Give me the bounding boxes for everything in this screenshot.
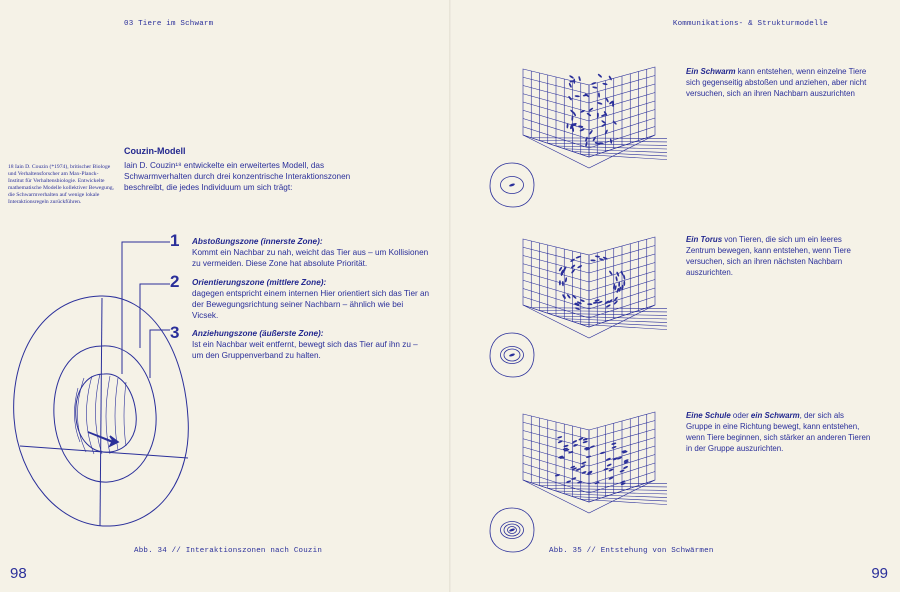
text-block-swarm bbox=[686, 66, 872, 99]
zone-text: Ist ein Nachbar weit entfernt, bewegt sich das Tier auf ihn zu – um den Gruppenverband zu halten. bbox=[192, 340, 418, 360]
text-body: kann entstehen, wenn einzelne Tiere sich gegenseitig abstoßen und anziehen, aber nicht versuchen, sich an ihren Nachbarn auszurichten bbox=[686, 67, 867, 98]
zone-2 bbox=[170, 272, 430, 321]
zone-title: Abstoßungszone (innerste Zone): bbox=[192, 237, 323, 246]
zone-title: Anziehungszone (äußerste Zone): bbox=[192, 329, 324, 338]
figure-caption-left: Abb. 34 // Interaktionszonen nach Couzin bbox=[134, 547, 323, 555]
text-lead: Ein Torus bbox=[686, 235, 723, 244]
page-number-right: 99 bbox=[871, 565, 888, 582]
zone-number: 1 bbox=[170, 231, 180, 250]
right-page bbox=[451, 0, 900, 592]
swarm-zone-mini-icon bbox=[487, 160, 537, 210]
zone-text: Kommt ein Nachbar zu nah, weicht das Tier aus – um Kollisionen zu vermeiden. Diese Zone hat absolute Priorität. bbox=[192, 248, 429, 268]
zones-illustration bbox=[0, 228, 200, 534]
running-head-right: Kommunikations- & Strukturmodelle bbox=[672, 20, 828, 28]
text-block-school bbox=[686, 410, 872, 454]
zone-number: 3 bbox=[170, 323, 180, 342]
running-head-left: 03 Tiere im Schwarm bbox=[124, 20, 214, 28]
page-number-left: 98 bbox=[10, 565, 27, 582]
left-page bbox=[0, 0, 449, 592]
text-body: von Tieren, die sich um ein leeres Zentrum bewegen, kann entstehen, wenn Tiere versuchen, sich an ihren nächsten Nachbarn auszurichten. bbox=[686, 235, 851, 277]
torus-zone-mini-icon bbox=[487, 330, 537, 380]
school-zone-mini-icon bbox=[487, 505, 537, 555]
zone-number: 2 bbox=[170, 272, 180, 291]
zone-3 bbox=[170, 323, 430, 361]
intro-paragraph: Iain D. Couzin¹⁸ entwickelte ein erweitertes Modell, das Schwarmverhalten durch drei konzentrische Interaktionszonen beschreibt, die jedes Individuum um sich trägt: bbox=[124, 161, 351, 192]
text-mid: oder bbox=[730, 411, 751, 420]
text-lead: Ein Schwarm bbox=[686, 67, 736, 76]
text-lead-2: ein Schwarm bbox=[750, 411, 800, 420]
section-heading: Couzin-Modell bbox=[124, 146, 186, 156]
zone-text: dagegen entspricht einem internen Hier orientiert sich das Tier an der Bewegungsrichtung seiner Nachbarn – ähnlich wie bei Vicsek. bbox=[192, 289, 430, 320]
text-body: , der sich als Gruppe in eine Richtung bewegt, kann entstehen, wenn Tiere beginnen, sich stärker an anderen Tieren in der Gruppe auszurichten. bbox=[686, 411, 871, 453]
zone-title: Orientierungszone (mittlere Zone): bbox=[192, 278, 327, 287]
cube-school-illustration bbox=[517, 400, 667, 515]
zone-1 bbox=[170, 231, 430, 269]
cube-swarm-illustration bbox=[517, 55, 667, 170]
cube-torus-illustration bbox=[517, 225, 667, 340]
figure-caption-right: Abb. 35 // Entstehung von Schwärmen bbox=[549, 547, 714, 555]
text-lead: Eine Schule bbox=[686, 411, 731, 420]
footnote: 18 Iain D. Couzin (*1974), britischer Biologe und Verhaltensforscher am Max-Planck-Institut für Verhaltensbiologie. Entwickelte mathematische Modelle kollektiver Bewegung, die Schwarmverhalten auf wenige lokale Interaktionsregeln zurückführen. bbox=[8, 164, 114, 205]
text-block-torus bbox=[686, 234, 872, 278]
